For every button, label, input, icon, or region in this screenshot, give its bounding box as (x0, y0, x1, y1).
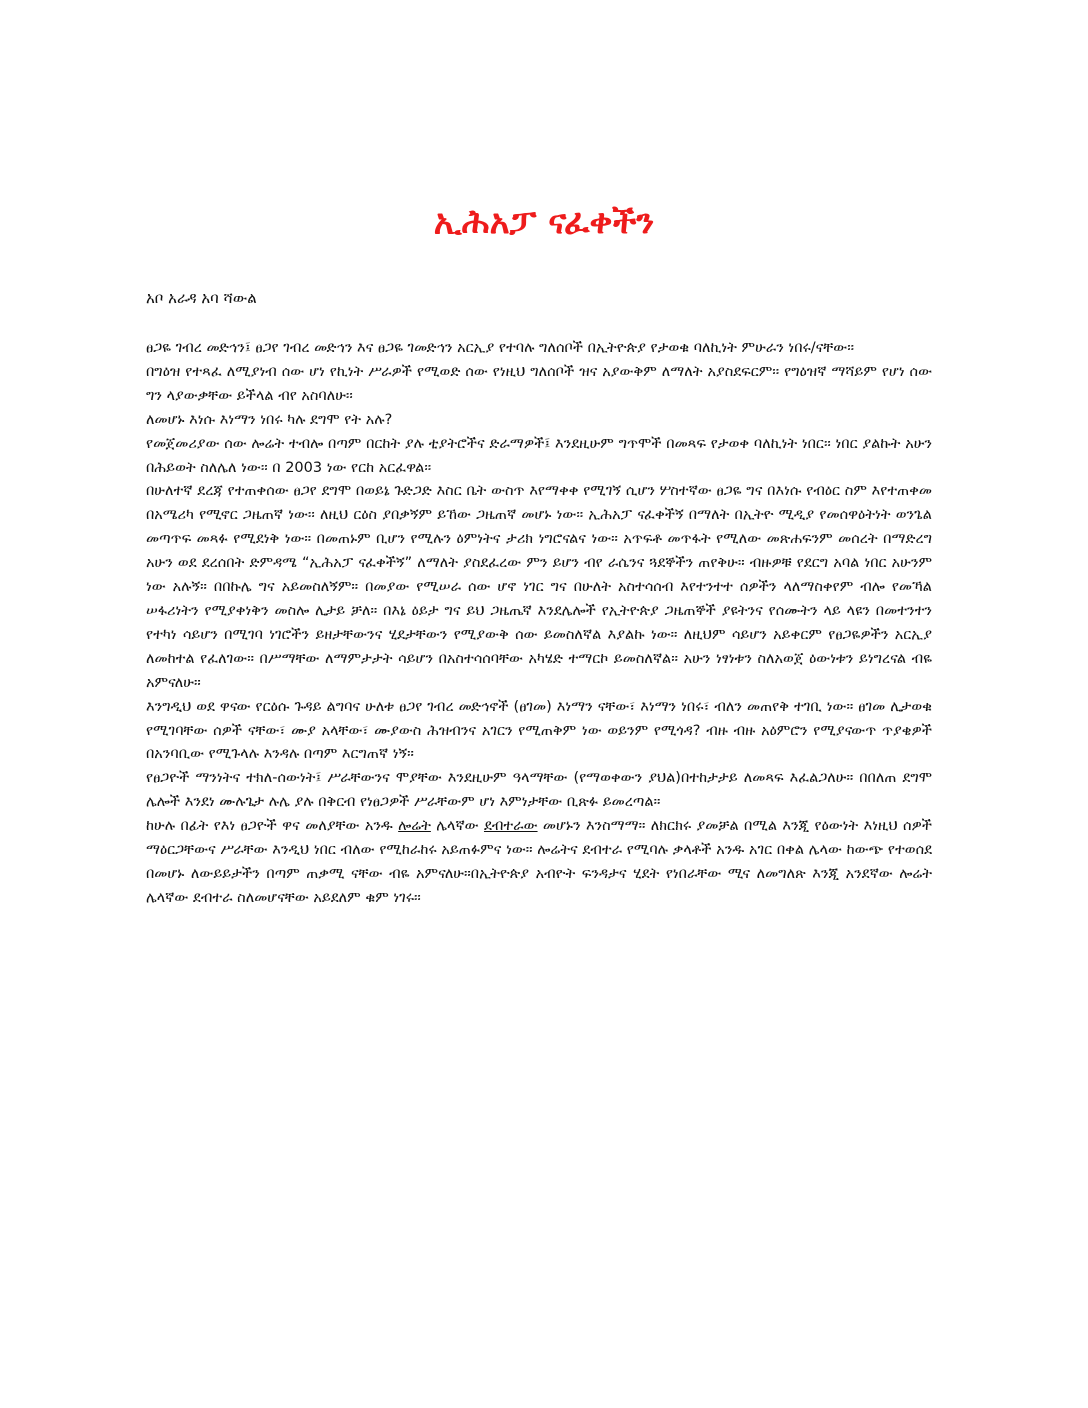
document-title: ኢሕአፓ ናፈቀችን (433, 202, 655, 242)
paragraph-text: ሌላኛው (430, 818, 484, 835)
paragraph-text: መሆኑን እንስማማ። ለክርክሩ ያመቻል በሚል እንጂ የዕውነት እነዚህ ሰዎች ማዕርጋቸውና ሥራቸው እንዲህ ነበር ብለው የሚከራከሩ አይጠፉምና ነው። ሎሬትና ደብተራ የሚባሉ ቃላቶች አንዱ አገር በቀል ሌላው ከውጭ የተወሰደ በመሆኑ ለውይይታችን በጣም ጠቃሚ ናቸው ብዬ አምናለሁ።በኢትዮጵያ አብዮት ፍንዳታና ሂደት የነበራቸው ሚና ለመግለጽ እንጂ አንደኛው ሎሬት ሌላኛው ደብተራ ስለመሆናቸው አይደለም ቁም ነገሩ፡፡ (146, 818, 933, 906)
paragraph: በሁለተኛ ደረጃ የተጠቀሰው ፀጋየ ደግሞ በወይኔ ጉድጋድ እስር ቤት ውስጥ እየማቀቀ የሚገኝ ሲሆን ሦስተኛው ፀጋዬ ግና በእነሱ የብዕር ስም እየተጠቀመ በአሜሪካ የሚኖር ጋዜጠኛ ነው፡፡ ለዚህ ርዕስ ያበቃኝም ይኸው ጋዜጠኛ መሆኑ ነው፡፡ ኢሕአፓ ናፈቀችኝ በማለት በኢትዮ ሚዲያ የመሰዋዕትነት ወንጌል መጣጥፍ መጻፉ የሚደነቅ ነው። በመጠኑም ቢሆን የሚሉን ዕምነትና ታሪክ ነግሮናልና ነው። አጥፍቶ መጥፋት የሚለው መጽሐፍንም መሰረት በማድረግ አሁን ወደ ደረሰበት ድምዳሜ “ኢሕአፓ ናፈቀችኝ” ለማለት ያስደፈረው ምን ይሆን ብየ ራሴንና ጓደኞችን ጠየቅሁ። ብዙዎቹ የደርግ አባል ነበር አሁንም ነው አሉኝ። በበኩሌ ግና አይመስለኝም። በመያው የሚሠራ ሰው ሆኖ ነገር ግና በሁለት አስተሳሰብ እየተንተተ ሰዎችን ላለማስቀየም ብሎ የመኻል ሠፋሪነትን የሚያቀነቅን መስሎ ሊታይ ቻለ። በእኔ ዕይታ ግና ይህ ጋዜጤኛ እንደሌሎች የኢትዮጵያ ጋዜጠኞች ያዩትንና የሰሙትን ላይ ላዩን በመተንተን የተካነ ሳይሆን በሚገባ ነገሮችን ይዘታቸውንና ሂደታቸውን የሚያውቅ ሰው ይመስለኛል እያልኩ ነው። ለዚህም ሳይሆን አይቀርም የፀጋዬዎችን አርኢያ ለመከተል የፈለገው። በሥማቸው ለማምታታት ሳይሆን በአስተሳሰባቸው አካሄድ ተማርኮ ይመስለኛል። አሁን ነፃነቱን ስለአወጀ ዕውነቱን ይነግረናል ብዬ አምናለሁ። (146, 483, 932, 691)
paragraph: የፀጋዮች ማንነትና ተክለ-ሰውነት፤ ሥራቸውንና ሞያቸው እንደዚሁም ዓላማቸው (የማወቀውን ያህል)በተከታታይ ለመጻፍ እፈልጋለሁ። በበለጠ ደግሞ ሌሎች እንደነ ሙሉጌታ ሉሌ ያሉ በቅርብ የነፀጋዎች ሥራቸውም ሆነ እምነታቸው ቢጽፉ ይመረጣል። (146, 770, 932, 811)
paragraph: እንግዲህ ወደ ዋናው የርዕሱ ጉዳይ ልግባና ሁለቱ ፀጋየ ገብረ መድኅኖች (ፀገመ) እነማን ናቸው፣ እነማን ነበሩ፣ ብለን መጠየቅ ተገቢ ነው። ፀገመ ሊታወቁ የሚገባቸው ሰዎች ናቸው፣ ሙያ አላቸው፣ ሙያውስ ሕዝብንና አገርን የሚጠቅም ነው ወይንም የሚጎዳ? ብዙ ብዙ አዕምሮን የሚያናውጥ ጥያቄዎች በአንባቢው የሚጉላሉ እንዳሉ በጣም እርግጠኛ ነኝ። (146, 698, 932, 763)
author-line: አቦ አራዳ አባ ሻውል (146, 289, 257, 307)
underlined-term-debterawu: ደብተራው (483, 818, 538, 835)
article-body (146, 337, 932, 911)
paragraph: በግዕዝ የተጻፈ ለሚያነብ ሰው ሆነ የኪነት ሥራዎች የሚወድ ሰው የነዚህ ግለሰቦች ዝና አያውቅም ለማለት አያስደፍርም፡፡ የግዕዝኛ ማሻይም የሆነ ሰው ግን ላያውቃቸው ይችላል ብየ አስባለሁ፡፡ (146, 363, 932, 404)
underlined-term-lorett: ሎሬት (398, 818, 431, 835)
paragraph: ፀጋዬ ገብረ መድኅን፤ ፀጋየ ገብረ መድኅን እና ፀጋዬ ገመድኅን አርኢያ የተባሉ ግለሰቦች በኢትዮጵያ የታወቁ ባለኪነት ምሁራን ነበሩ/ናቸው፡፡ (146, 340, 855, 356)
paragraph-text: ከሁሉ በፊት የእነ ፀጋዮች ዋና መለያቸው አንዱ (146, 818, 399, 835)
paragraph (146, 815, 932, 911)
paragraph: የመጀመሪያው ሰው ሎሬት ተብሎ በጣም በርከት ያሉ ቲያትሮችና ድራማዎች፤ እንደዚሁም ግጥሞች በመጻፍ የታወቀ ባለኪነት ነበር፡፡ ነበር ያልኩት አሁን በሕይወት ስለሌለ ነው፡፡ በ 2003 ነው የርከ አርፈዋል፡፡ (146, 435, 932, 476)
paragraph: ለመሆኑ እነሱ እነማን ነበሩ ካሉ ደግሞ የት አሉ? (146, 411, 393, 428)
